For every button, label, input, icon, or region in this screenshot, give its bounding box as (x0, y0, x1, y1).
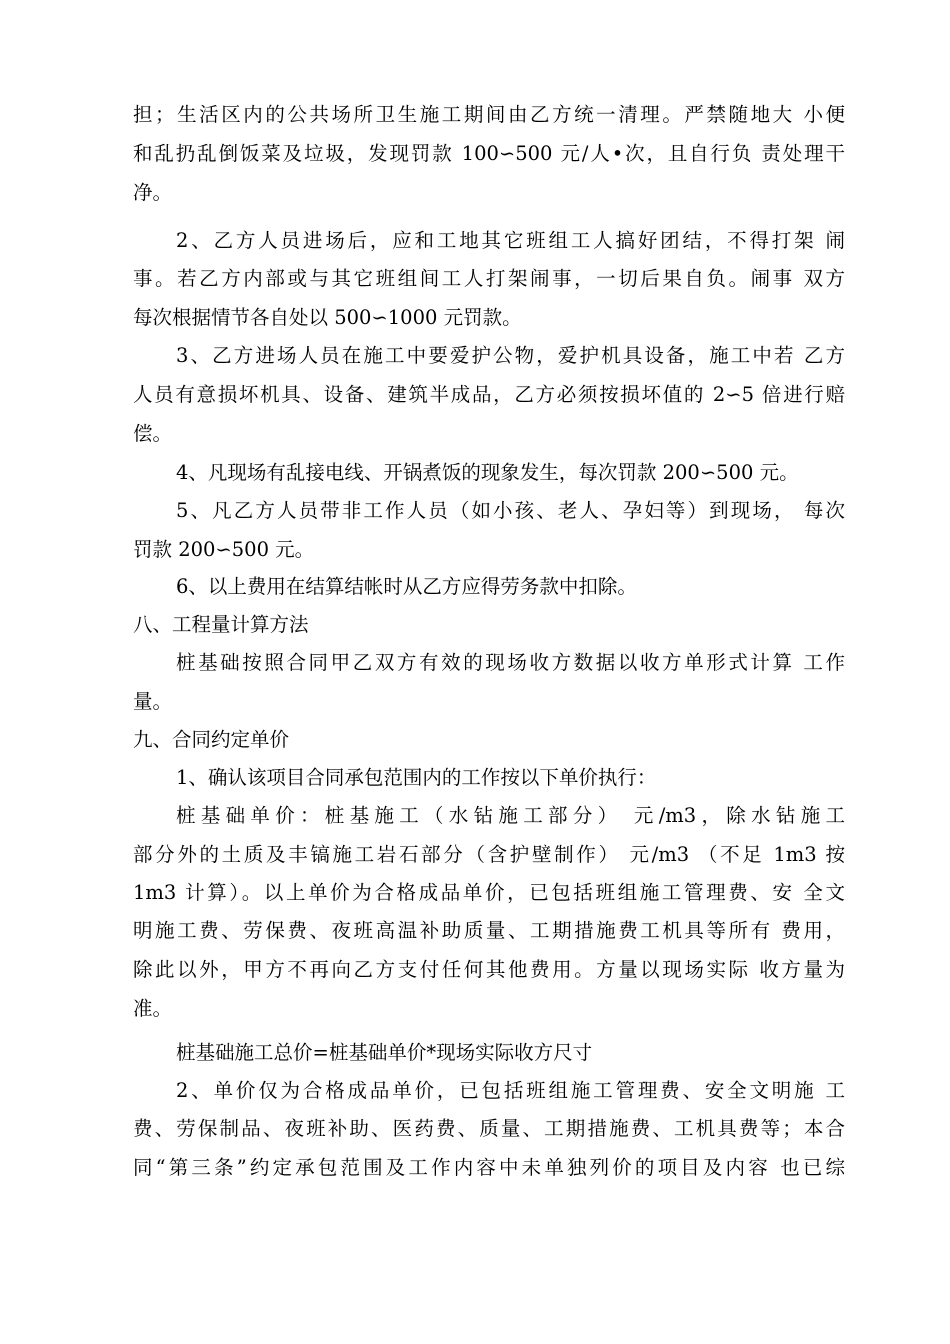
text-line: 除此以外，甲方不再向乙方支付任何其他费用。方量以现场实际 收方量为 (133, 958, 845, 981)
text-line: 担；生活区内的公共场所卫生施工期间由乙方统一清理。严禁随地大 小便 (133, 103, 845, 126)
text-line: 罚款 200∽500 元。 (133, 538, 315, 561)
formula-line: 桩基础施工总价=桩基础单价*现场实际收方尺寸 (176, 1041, 593, 1064)
text-line: 2、乙方人员进场后，应和工地其它班组工人搞好团结，不得打架 闹 (176, 229, 845, 252)
section-heading: 八、工程量计算方法 (133, 613, 309, 636)
text-line: 事。若乙方内部或与其它班组间工人打架闹事，一切后果自负。闹事 双方 (133, 267, 845, 290)
text-line: 明施工费、劳保费、夜班高温补助质量、工期措施费工机具等所有 费用， (133, 919, 845, 942)
text-line: 人员有意损坏机具、设备、建筑半成品，乙方必须按损坏值的 2∽5 倍进行赔 (133, 383, 845, 406)
text-line: 同“第三条”约定承包范围及工作内容中未单独列价的项目及内容 也已综 (133, 1156, 845, 1179)
text-line: 1m3 计算）。以上单价为合格成品单价，已包括班组施工管理费、安 全文 (133, 881, 845, 904)
text-line: 3、乙方进场人员在施工中要爱护公物，爱护机具设备，施工中若 乙方 (176, 344, 845, 367)
section-heading: 九、合同约定单价 (133, 728, 290, 751)
text-line: 量。 (133, 690, 173, 713)
text-line: 准。 (133, 997, 173, 1020)
text-line: 桩基础按照合同甲乙双方有效的现场收方数据以收方单形式计算 工作 (176, 651, 845, 674)
text-line: 和乱扔乱倒饭菜及垃圾，发现罚款 100∽500 元/人•次，且自行负 责处理干 (133, 142, 845, 165)
text-line: 2、单价仅为合格成品单价，已包括班组施工管理费、安全文明施 工 (176, 1079, 845, 1102)
text-line: 5、凡乙方人员带非工作人员（如小孩、老人、孕妇等）到现场， 每次 (176, 499, 845, 522)
text-line: 1、确认该项目合同承包范围内的工作按以下单价执行： (176, 766, 657, 789)
text-line: 每次根据情节各自处以 500∽1000 元罚款。 (133, 306, 522, 329)
text-line: 净。 (133, 181, 173, 204)
text-line: 6、以上费用在结算结帐时从乙方应得劳务款中扣除。 (176, 575, 637, 598)
text-line: 4、凡现场有乱接电线、开锅煮饭的现象发生，每次罚款 200∽500 元。 (176, 461, 799, 484)
text-line: 偿。 (133, 422, 173, 445)
text-line: 桩基础单价：桩基施工（水钻施工部分） 元/m3，除水钻施工 (176, 804, 845, 827)
text-line: 部分外的土质及丰镐施工岩石部分（含护壁制作） 元/m3 （不足 1m3 按 (133, 843, 845, 866)
text-line: 费、劳保制品、夜班补助、医药费、质量、工期措施费、工机具费等；本合 (133, 1117, 845, 1140)
